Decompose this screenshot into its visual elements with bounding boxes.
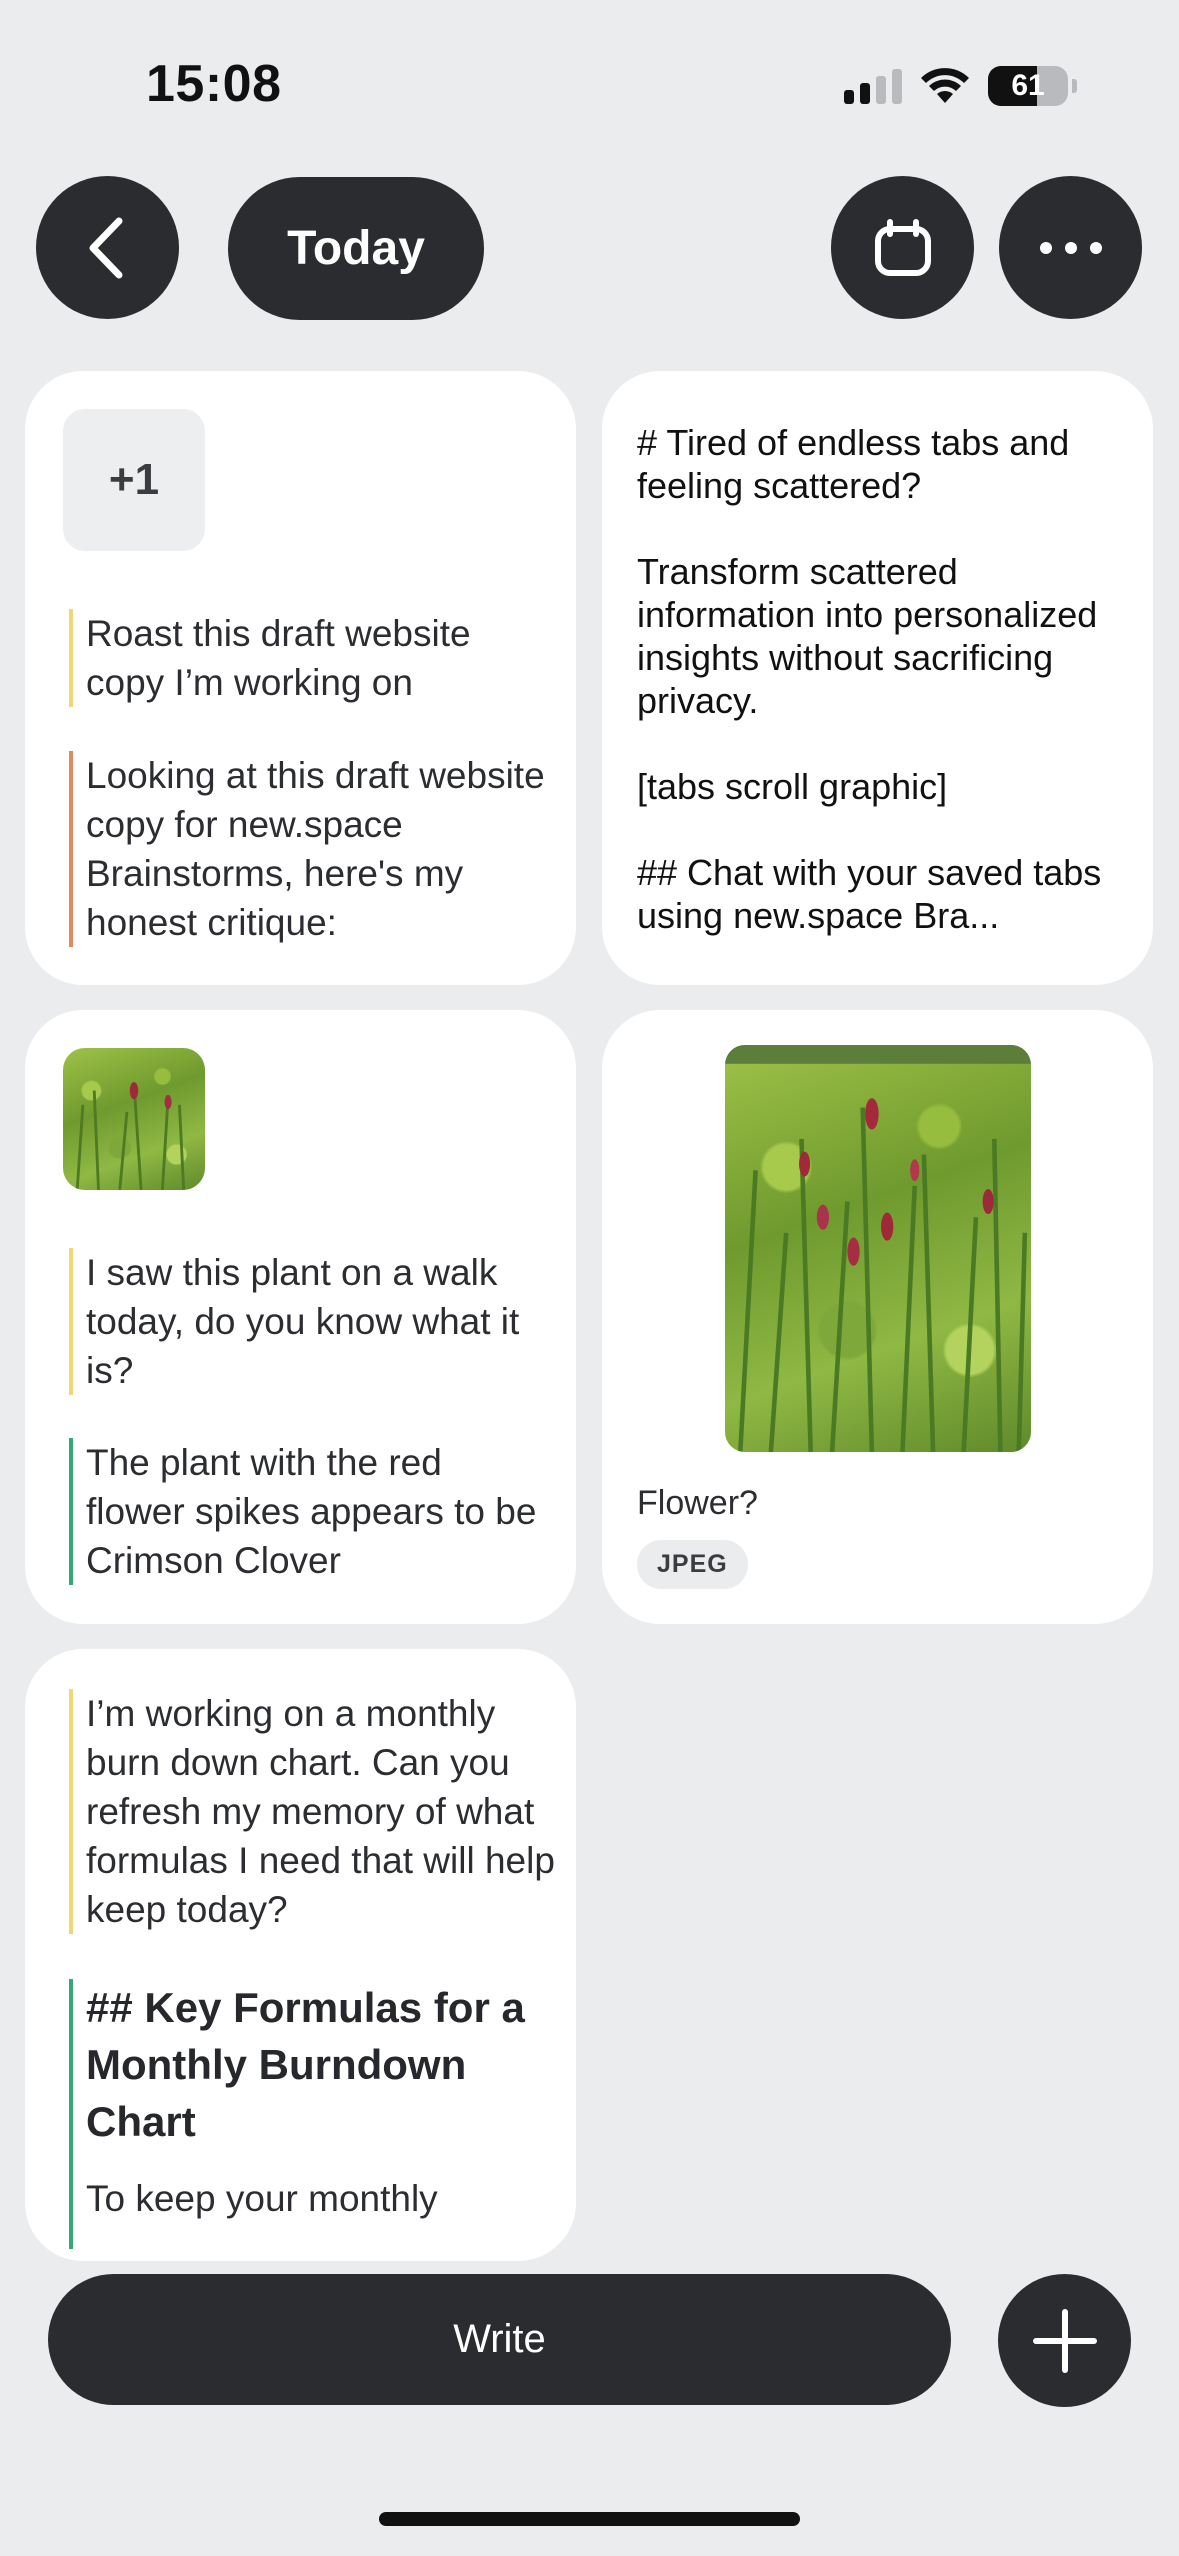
image-caption: Flower?: [637, 1484, 758, 1522]
battery-icon: [988, 66, 1068, 106]
back-chevron-icon: [83, 215, 133, 281]
status-icons: [844, 62, 1077, 110]
signal-icon: [844, 68, 902, 104]
back-button[interactable]: [36, 176, 179, 319]
card-answer: The plant with the red flower spikes appears to be Crimson Clover: [69, 1438, 546, 1585]
more-icon: [1039, 241, 1103, 255]
plus-icon: [1032, 2308, 1098, 2374]
card-question: I saw this plant on a walk today, do you know what it is?: [69, 1248, 546, 1395]
plant-thumbnail: [63, 1048, 205, 1190]
calendar-icon: [873, 219, 933, 277]
card-answer: [69, 1979, 556, 2249]
wifi-icon: [920, 67, 970, 105]
card-answer: Looking at this draft website copy for new.space Brainstorms, here's my honest critique:: [69, 751, 546, 947]
note-line: # Tired of endless tabs and feeling scattered?: [637, 422, 1070, 506]
status-time: 15:08: [146, 55, 282, 113]
write-button[interactable]: Write: [48, 2274, 951, 2405]
battery-percent: 61: [1011, 69, 1045, 102]
add-button[interactable]: [998, 2274, 1131, 2407]
more-button[interactable]: [999, 176, 1142, 319]
answer-body: To keep your monthly: [86, 2178, 438, 2219]
note-line: Transform scattered information into personalized insights without sacrificing privacy.: [637, 551, 1098, 721]
image-card-flower[interactable]: [602, 1010, 1153, 1624]
chat-card-website-roast[interactable]: [25, 371, 576, 985]
card-question: I’m working on a monthly burn down chart. Can you refresh my memory of what formulas I need that will help keep today?: [69, 1689, 556, 1934]
note-card-tabs[interactable]: [602, 371, 1153, 985]
card-thumbnail: +1: [63, 409, 205, 551]
file-type-badge: JPEG: [637, 1540, 748, 1589]
note-line: [tabs scroll graphic]: [637, 766, 948, 807]
chat-card-plant[interactable]: [25, 1010, 576, 1624]
flower-photo: [725, 1045, 1031, 1452]
today-button[interactable]: Today: [228, 177, 484, 320]
home-indicator[interactable]: [379, 2512, 800, 2526]
calendar-button[interactable]: [831, 176, 974, 319]
chat-card-burndown[interactable]: [25, 1649, 576, 2261]
card-question: Roast this draft website copy I’m working on: [69, 609, 546, 707]
note-line: ## Chat with your saved tabs using new.space Bra...: [637, 852, 1102, 936]
answer-heading: ## Key Formulas for a Monthly Burndown Chart: [86, 1984, 525, 2145]
